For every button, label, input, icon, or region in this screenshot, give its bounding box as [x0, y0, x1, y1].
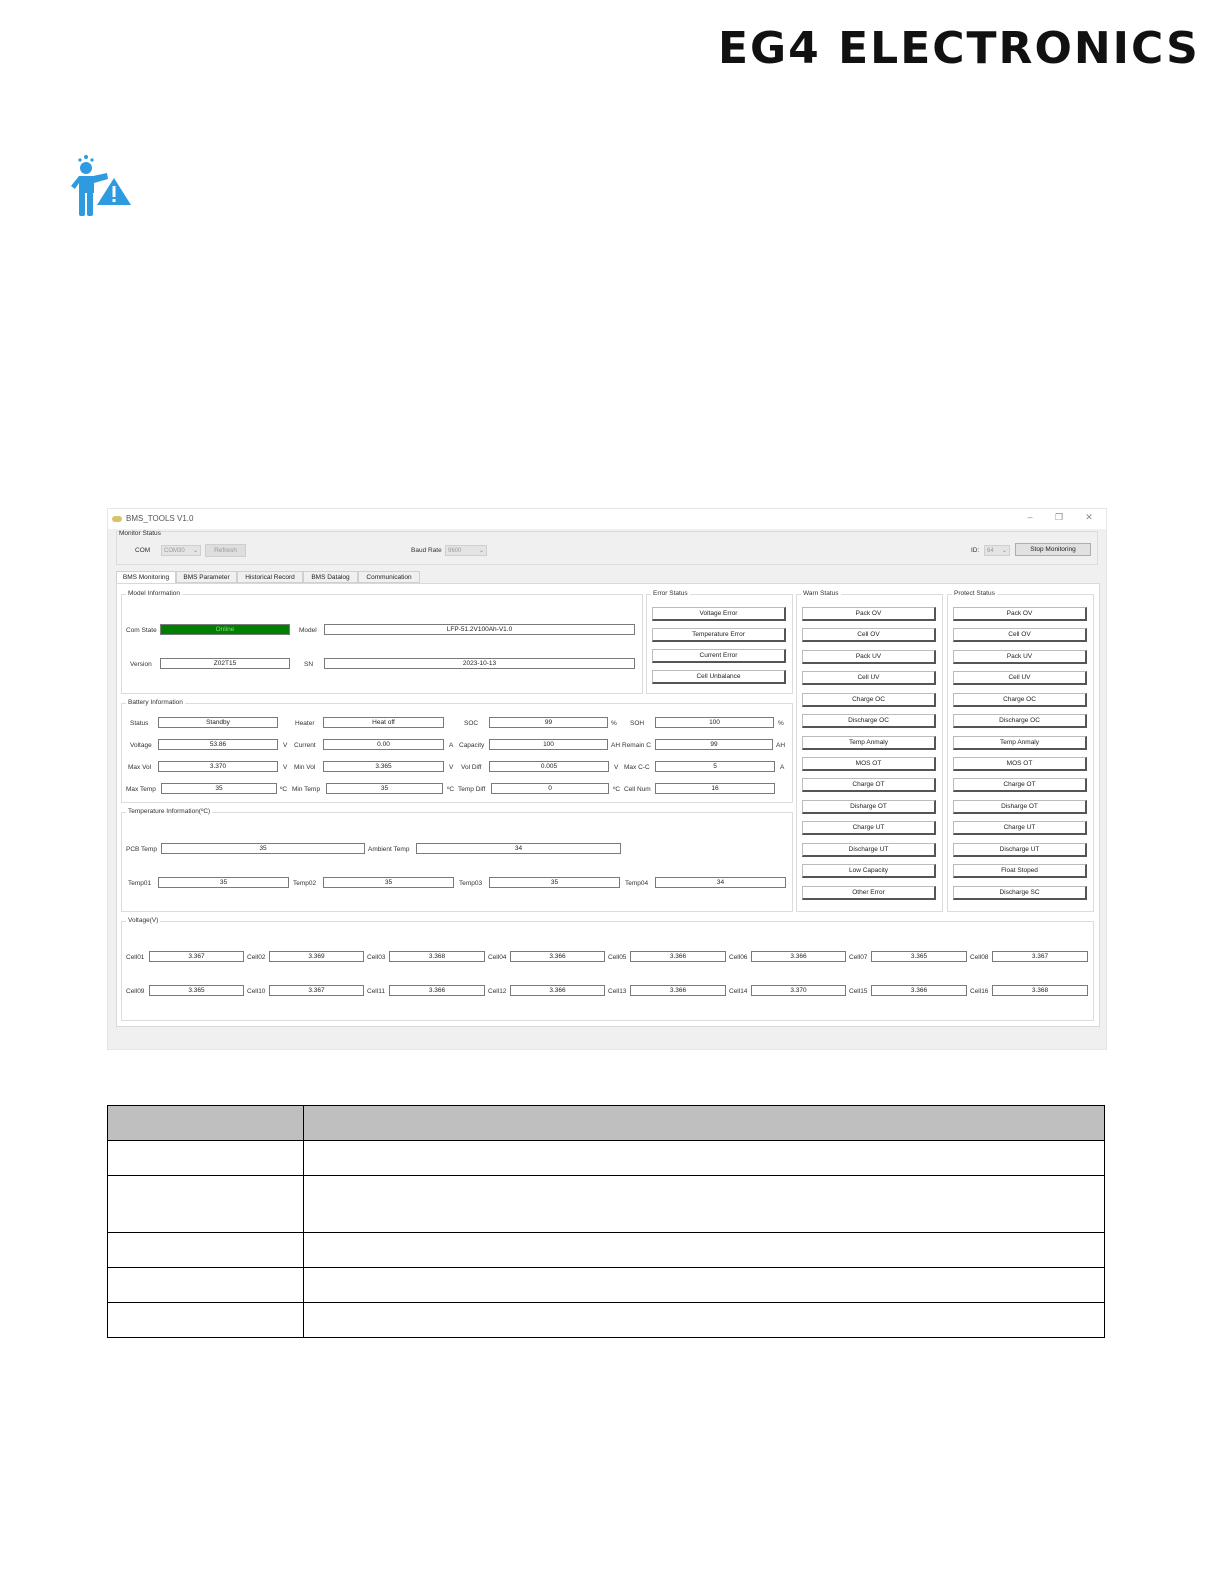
model-information-group	[121, 590, 643, 694]
status-value: Standby	[158, 717, 278, 728]
chevron-down-icon: ⌄	[192, 548, 198, 554]
stop-monitoring-button[interactable]: Stop Monitoring	[1015, 543, 1091, 556]
soc-value: 99	[489, 717, 608, 728]
voltage-unit: V	[283, 742, 288, 749]
soc-label: SOC	[464, 720, 479, 727]
warn-indicator: Cell UV	[802, 671, 936, 685]
cell-label: Cell04	[488, 954, 507, 961]
battery-information-label: Battery Information	[128, 699, 183, 706]
cell-label: Cell06	[729, 954, 748, 961]
id-select[interactable]: 64 ⌄	[984, 545, 1010, 556]
minimize-icon[interactable]: –	[1027, 512, 1033, 522]
max-temp-value: 35	[161, 783, 277, 794]
temp04-label: Temp04	[625, 880, 649, 887]
app-logo-icon	[112, 516, 122, 522]
protect-indicator: Float Stoped	[953, 864, 1087, 878]
protect-indicator: Pack OV	[953, 607, 1087, 621]
error-status-group	[646, 590, 793, 694]
warn-indicator: Disharge OT	[802, 800, 936, 814]
warn-indicator: Charge OT	[802, 778, 936, 792]
close-icon[interactable]: ✕	[1085, 512, 1093, 522]
protect-status-label: Protect Status	[954, 590, 995, 597]
table-cell	[108, 1303, 304, 1338]
version-label: Version	[130, 661, 152, 668]
cell-value: 3.369	[269, 951, 364, 962]
model-information-label: Model Information	[128, 590, 181, 597]
temp02-value: 35	[323, 877, 454, 888]
warning-person-icon	[64, 148, 134, 220]
monitor-status-group	[116, 531, 1098, 565]
com-state-value: Online	[160, 624, 290, 635]
model-value: LFP-51.2V100Ah-V1.0	[324, 624, 635, 635]
max-vol-unit: V	[283, 764, 288, 771]
temp-diff-unit: ºC	[613, 786, 621, 793]
capacity-value: 100	[489, 739, 608, 750]
cell-num-value: 16	[655, 783, 775, 794]
cell-label: Cell05	[608, 954, 627, 961]
soh-unit: %	[778, 720, 784, 727]
voltage-error-indicator: Voltage Error	[652, 607, 786, 621]
cell-label: Cell13	[608, 988, 627, 995]
com-label: COM	[135, 547, 151, 554]
cell-label: Cell12	[488, 988, 507, 995]
protect-indicator: MOS OT	[953, 757, 1087, 771]
warn-indicator: Low Capacity	[802, 864, 936, 878]
cell-value: 3.368	[992, 985, 1088, 996]
baud-rate-select[interactable]: 9600 ⌄	[445, 545, 487, 556]
temp01-value: 35	[158, 877, 289, 888]
cell-label: Cell01	[126, 954, 145, 961]
chevron-down-icon: ⌄	[478, 548, 484, 554]
max-vol-label: Max Vol	[128, 764, 152, 771]
protect-indicator: Discharge OC	[953, 714, 1087, 728]
refresh-button[interactable]: Refresh	[205, 544, 246, 557]
table-header-row	[108, 1106, 1105, 1141]
cell-label: Cell02	[247, 954, 266, 961]
table-cell	[304, 1233, 1105, 1268]
min-vol-label: Min Vol	[294, 764, 316, 771]
cell-value: 3.370	[751, 985, 846, 996]
warn-indicator: Charge OC	[802, 693, 936, 707]
capacity-label: Capacity	[459, 742, 485, 749]
protect-indicator: Charge OC	[953, 693, 1087, 707]
id-label: ID:	[971, 547, 980, 554]
cell-value: 3.365	[871, 951, 967, 962]
window-title: BMS_TOOLS V1.0	[126, 514, 194, 523]
chevron-down-icon: ⌄	[1001, 548, 1007, 554]
table-row	[108, 1176, 1105, 1233]
cell-label: Cell16	[970, 988, 989, 995]
temp02-label: Temp02	[293, 880, 317, 887]
brand-logo	[718, 23, 1200, 74]
remain-value: 99	[655, 739, 773, 750]
protect-indicator: Discharge SC	[953, 886, 1087, 900]
cell-value: 3.368	[389, 951, 485, 962]
restore-icon[interactable]: ❐	[1054, 512, 1064, 522]
warn-indicator: MOS OT	[802, 757, 936, 771]
cell-label: Cell09	[126, 988, 145, 995]
ambient-temp-value: 34	[416, 843, 621, 854]
warn-indicator: Discharge UT	[802, 843, 936, 857]
baud-rate-label: Baud Rate	[411, 547, 442, 554]
tab-bms-datalog[interactable]: BMS Datalog	[303, 571, 358, 583]
current-unit: A	[449, 742, 454, 749]
cell-label: Cell15	[849, 988, 868, 995]
warn-indicator: Charge UT	[802, 821, 936, 835]
temperature-information-group	[121, 808, 793, 912]
table-cell	[304, 1268, 1105, 1303]
cell-value: 3.366	[510, 985, 605, 996]
table-row	[108, 1303, 1105, 1338]
cell-value: 3.365	[149, 985, 244, 996]
current-value: 0.00	[323, 739, 444, 750]
capacity-unit: AH	[611, 742, 621, 749]
cell-label: Cell08	[970, 954, 989, 961]
error-status-label: Error Status	[653, 590, 688, 597]
vol-diff-label: Vol Diff	[461, 764, 482, 771]
table-header-cell	[304, 1106, 1105, 1141]
cell-value: 3.366	[630, 985, 726, 996]
cell-value: 3.367	[149, 951, 244, 962]
temperature-information-label: Temperature Information(ºC)	[128, 808, 211, 815]
table-cell	[108, 1268, 304, 1303]
protect-indicator: Cell UV	[953, 671, 1087, 685]
table-cell	[304, 1303, 1105, 1338]
tab-bms-parameter[interactable]: BMS Parameter	[176, 571, 237, 583]
soh-value: 100	[655, 717, 774, 728]
remain-unit: AH	[776, 742, 786, 749]
cell-value: 3.366	[871, 985, 967, 996]
cell-label: Cell07	[849, 954, 868, 961]
ambient-temp-label: Ambient Temp	[368, 846, 410, 853]
model-label: Model	[299, 627, 317, 634]
max-cc-label: Max C-C	[624, 764, 650, 771]
max-cc-value: 5	[655, 761, 775, 772]
vol-diff-value: 0.005	[489, 761, 609, 772]
cell-value: 3.367	[992, 951, 1088, 962]
table-cell	[108, 1176, 304, 1233]
warn-indicator: Pack UV	[802, 650, 936, 664]
table-row	[108, 1268, 1105, 1303]
temperature-error-indicator: Temperature Error	[652, 628, 786, 642]
tab-historical-record[interactable]: Historical Record	[237, 571, 303, 583]
pcb-temp-label: PCB Temp	[126, 846, 157, 853]
pcb-temp-value: 35	[161, 843, 365, 854]
cell-label: Cell10	[247, 988, 266, 995]
com-select[interactable]: COM30 ⌄	[161, 545, 201, 556]
table-header-cell	[108, 1106, 304, 1141]
cell-label: Cell11	[367, 988, 385, 995]
min-temp-value: 35	[326, 783, 443, 794]
monitor-status-label: Monitor Status	[119, 530, 161, 537]
remain-label: Remain C	[622, 742, 651, 749]
temp01-label: Temp01	[128, 880, 152, 887]
heater-label: Heater	[295, 720, 315, 727]
table-cell	[108, 1141, 304, 1176]
warn-status-label: Warn Status	[803, 590, 839, 597]
protect-indicator: Charge OT	[953, 778, 1087, 792]
temp03-label: Temp03	[459, 880, 483, 887]
status-label: Status	[130, 720, 149, 727]
table-cell	[304, 1141, 1105, 1176]
voltage-group	[121, 917, 1094, 1021]
cell-num-label: Cell Num	[624, 786, 651, 793]
protect-indicator: Charge UT	[953, 821, 1087, 835]
warn-indicator: Temp Anmaly	[802, 736, 936, 750]
sn-value: 2023-10-13	[324, 658, 635, 669]
description-table	[107, 1105, 1105, 1338]
current-error-indicator: Current Error	[652, 649, 786, 663]
voltage-group-label: Voltage(V)	[128, 917, 159, 924]
heater-value: Heat off	[323, 717, 444, 728]
cell-label: Cell14	[729, 988, 748, 995]
max-cc-unit: A	[780, 764, 785, 771]
tab-bms-monitoring[interactable]: BMS Monitoring	[116, 571, 176, 584]
version-value: Z02T15	[160, 658, 290, 669]
cell-unbalance-indicator: Cell Unbalance	[652, 670, 786, 684]
temp-diff-value: 0	[491, 783, 609, 794]
warn-indicator: Discharge OC	[802, 714, 936, 728]
voltage-value: 53.86	[158, 739, 278, 750]
protect-indicator: Cell OV	[953, 628, 1087, 642]
table-cell	[108, 1233, 304, 1268]
soc-unit: %	[611, 720, 617, 727]
vol-diff-unit: V	[614, 764, 619, 771]
temp04-value: 34	[655, 877, 786, 888]
cell-value: 3.367	[269, 985, 364, 996]
cell-value: 3.366	[389, 985, 485, 996]
protect-indicator: Discharge UT	[953, 843, 1087, 857]
max-temp-label: Max Temp	[126, 786, 156, 793]
min-vol-value: 3.365	[323, 761, 444, 772]
temp03-value: 35	[489, 877, 620, 888]
soh-label: SOH	[630, 720, 645, 727]
bms-tools-window	[107, 508, 1107, 1050]
max-vol-value: 3.370	[158, 761, 278, 772]
protect-indicator: Temp Anmaly	[953, 736, 1087, 750]
warn-status-group	[796, 590, 943, 912]
battery-information-group	[121, 699, 793, 803]
title-bar	[108, 509, 1106, 529]
current-label: Current	[294, 742, 316, 749]
tab-communication[interactable]: Communication	[358, 571, 420, 583]
min-temp-unit: ºC	[447, 786, 455, 793]
warn-indicator: Other Error	[802, 886, 936, 900]
sn-label: SN	[304, 661, 314, 668]
cell-value: 3.366	[630, 951, 726, 962]
table-row	[108, 1233, 1105, 1268]
protect-indicator: Pack UV	[953, 650, 1087, 664]
temp-diff-label: Temp Diff	[458, 786, 486, 793]
table-cell	[304, 1176, 1105, 1233]
cell-value: 3.366	[751, 951, 846, 962]
cell-label: Cell03	[367, 954, 386, 961]
table-row	[108, 1141, 1105, 1176]
warn-indicator: Pack OV	[802, 607, 936, 621]
warn-indicator: Cell OV	[802, 628, 936, 642]
voltage-label: Voltage	[130, 742, 152, 749]
min-vol-unit: V	[449, 764, 454, 771]
cell-value: 3.366	[510, 951, 605, 962]
brand-name: EG4 ELECTRONICS	[718, 23, 1200, 74]
min-temp-label: Min Temp	[292, 786, 321, 793]
protect-indicator: Disharge OT	[953, 800, 1087, 814]
max-temp-unit: ºC	[280, 786, 288, 793]
bms-monitoring-panel	[116, 583, 1100, 1027]
com-state-label: Com State	[126, 627, 157, 634]
protect-status-group	[947, 590, 1094, 912]
